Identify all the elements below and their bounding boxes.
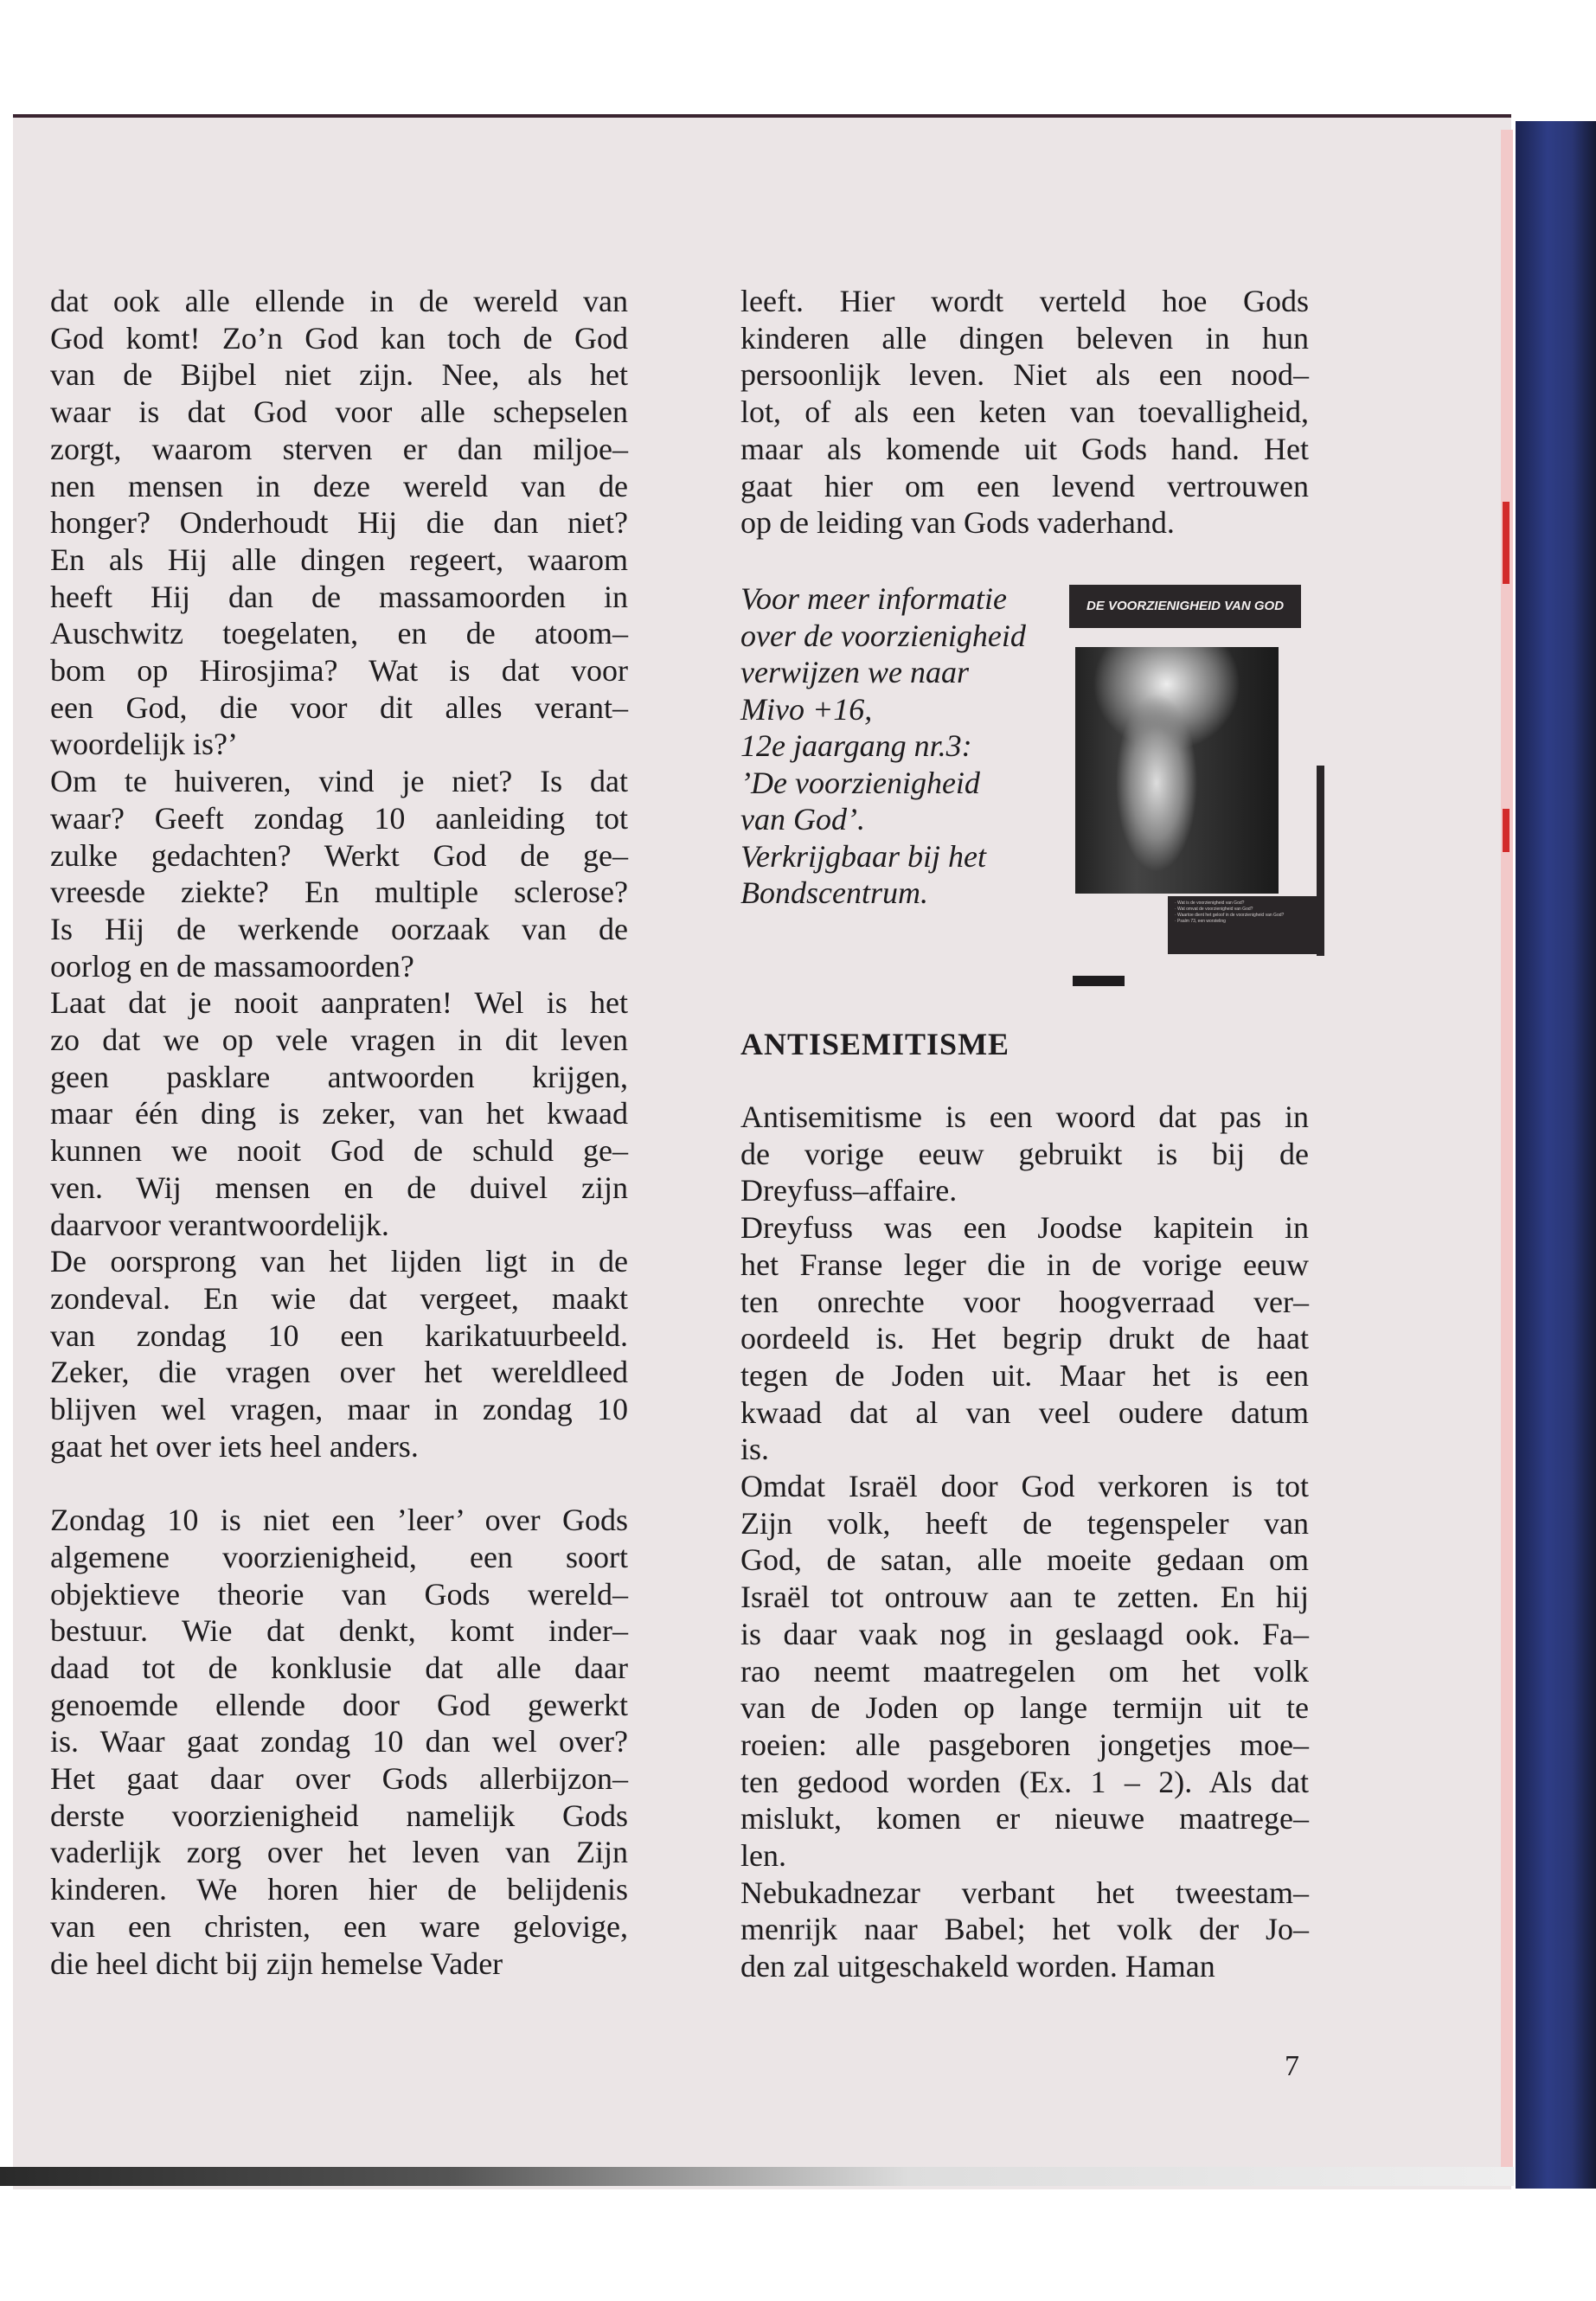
text-line: oordeeld is. Het begrip drukt de haat [740,1321,1309,1356]
page-number: 7 [1285,2050,1299,2082]
text-line: is. [740,1432,770,1467]
text-line: bestuur. Wie dat denkt, komt inder– [50,1613,628,1649]
page-edge [1501,130,1513,2180]
text-line: Dreyfuss–affaire. [740,1173,958,1208]
text-line: dat ook alle ellende in de wereld van [50,284,628,318]
text-line: zo dat we op vele vragen in dit leven [50,1022,628,1057]
text-line: een God, die voor dit alles verant– [50,689,628,725]
text-line: honger? Onderhoudt Hij die dan niet? [50,505,628,541]
text-line: persoonlijk leven. Niet als een nood– [740,357,1309,393]
red-tab-mark [1503,809,1509,852]
text-line: De oorsprong van het lijden ligt in de [50,1244,628,1279]
caption-line: · Wat is de voorzienigheid van God? [1175,901,1245,906]
text-line: vaderlijk zorg over het leven van Zijn [50,1835,628,1870]
red-tab-mark [1503,502,1509,584]
text-line: rao neemt maatregelen om het volk [740,1653,1309,1689]
text-line: gaat het over iets heel anders. [50,1428,419,1464]
text-line: God komt! Zo’n God kan toch de God [50,320,628,356]
text-line: kunnen we nooit God de schuld ge– [50,1133,628,1169]
info-line: Voor meer informatie [740,581,1007,616]
text-line: kinderen alle dingen beleven in hun [740,320,1309,356]
text-line: Auschwitz toegelaten, en de atoom– [50,616,628,651]
info-line: Verkrijgbaar bij het [740,838,986,874]
text-line: Nebukadnezar verbant het tweestam– [740,1875,1309,1910]
text-line: menrijk naar Babel; het volk der Jo– [740,1912,1309,1947]
text-line: Omdat Israël door God verkoren is tot [740,1469,1309,1503]
info-line: verwijzen we naar [740,655,969,689]
info-line: ’De voorzienigheid [740,765,980,800]
text-line: roeien: alle pasgeboren jongetjes moe– [740,1727,1309,1762]
text-line: gaat hier om een levend vertrouwen [740,468,1309,503]
text-line: zorgt, waarom sterven er dan miljoe– [50,431,628,466]
info-line: 12e jaargang nr.3: [740,728,972,763]
text-line: genoemde ellende door God gewerkt [50,1687,628,1722]
text-line: blijven wel vragen, maar in zondag 10 [50,1392,628,1426]
text-line: maar één ding is zeker, van het kwaad [50,1096,628,1131]
text-line: derste voorzienigheid namelijk Gods [50,1798,628,1833]
text-line: oorlog en de massamoorden? [50,948,414,984]
info-line: Bondscentrum. [740,875,928,910]
text-line: maar als komende uit Gods hand. Het [740,431,1309,466]
book-binding [1516,121,1596,2189]
text-line: is daar vaak nog in geslaagd ook. Fa– [740,1616,1309,1651]
text-line: zondeval. En wie dat vergeet, maakt [50,1280,628,1316]
text-line: lot, of als een keten van toevalligheid, [740,394,1309,430]
text-line: Het gaat daar over Gods allerbijzon– [50,1761,628,1796]
text-line: zulke gedachten? Werkt God de ge– [50,837,628,873]
text-line: Dreyfuss was een Joodse kapitein in [740,1210,1309,1246]
forest-path-photo [1075,647,1279,894]
text-line: len. [740,1838,786,1873]
text-line: objektieve theorie van Gods wereld– [50,1576,628,1612]
section-heading: ANTISEMITISME [740,1027,1010,1061]
text-line: God, de satan, alle moeite gedaan om [740,1542,1309,1578]
text-line: Laat dat je nooit aanpraten! Wel is het [50,985,628,1021]
text-line: waar? Geeft zondag 10 aanleiding tot [50,800,628,836]
text-line: van zondag 10 een karikatuurbeeld. [50,1317,628,1353]
text-line: op de leiding van Gods vaderhand. [740,505,1175,541]
caption-line: · Psalm 73, een worsteling [1175,919,1226,924]
booklet-caption [1168,896,1324,954]
text-line: geen pasklare antwoorden krijgen, [50,1059,628,1094]
text-line: Zijn volk, heeft de tegenspeler van [740,1505,1309,1541]
text-line: is. Waar gaat zondag 10 dan wel over? [50,1724,628,1759]
scan-edge [0,2167,1514,2186]
text-line: daad tot de konklusie dat alle daar [50,1650,628,1685]
text-line: van de Bijbel niet zijn. Nee, als het [50,357,628,393]
text-line: Zondag 10 is niet een ’leer’ over Gods [50,1503,628,1538]
text-line: mislukt, komen er nieuwe maatrege– [740,1801,1309,1836]
text-line: nen mensen in deze wereld van de [50,468,628,503]
section-divider [1073,976,1125,986]
text-line: leeft. Hier wordt verteld hoe Gods [740,284,1309,318]
text-line: ven. Wij mensen en de duivel zijn [50,1170,628,1205]
text-line: Israël tot ontrouw aan te zetten. En hij [740,1580,1309,1615]
caption-line: · Wat omvat de voorzienigheid van God? [1175,907,1253,912]
booklet-title: DE VOORZIENIGHEID VAN GOD [1069,585,1301,628]
text-line: kinderen. We horen hier de belijdenis [50,1872,628,1907]
text-line: de vorige eeuw gebruikt is bij de [740,1136,1309,1171]
text-line: waar is dat God voor alle schepselen [50,394,628,430]
text-line: den zal uitgeschakeld worden. Haman [740,1949,1215,1984]
text-line: het Franse leger die in de vorige eeuw [740,1247,1309,1282]
text-line [50,1465,628,1501]
text-line: Zeker, die vragen over het wereldleed [50,1355,628,1390]
text-line: tegen de Joden uit. Maar het is een [740,1357,1309,1393]
text-line: bom op Hirosjima? Wat is dat voor [50,653,628,688]
text-line: Is Hij de werkende oorzaak van de [50,911,628,946]
text-line: van de Joden op lange termijn uit te [740,1690,1309,1726]
text-line: woordelijk is?’ [50,727,238,762]
info-line: over de voorzienigheid [740,618,1026,653]
text-line: Antisemitisme is een woord dat pas in [740,1099,1309,1134]
caption-line: · Waartoe dient het geloof in de voorzienigheid van God? [1175,913,1285,918]
text-line: ten gedood worden (Ex. 1 – 2). Als dat [740,1764,1309,1799]
text-line: daarvoor verantwoordelijk. [50,1207,389,1242]
text-line: En als Hij alle dingen regeert, waarom [50,542,628,577]
text-line: Om te huiveren, vind je niet? Is dat [50,764,628,799]
text-line: ten onrechte voor hoogverraad ver– [740,1284,1309,1319]
text-line: van een christen, een ware gelovige, [50,1908,628,1944]
info-line: van God’. [740,802,865,836]
text-line: algemene voorzienigheid, een soort [50,1539,628,1574]
text-line: die heel dicht bij zijn hemelse Vader [50,1945,503,1981]
text-line: heeft Hij dan de massamoorden in [50,579,628,614]
info-line: Mivo +16, [740,691,873,727]
text-line: kwaad dat al van veel oudere datum [740,1394,1309,1430]
text-line: vreesde ziekte? En multiple sclerose? [50,875,628,910]
